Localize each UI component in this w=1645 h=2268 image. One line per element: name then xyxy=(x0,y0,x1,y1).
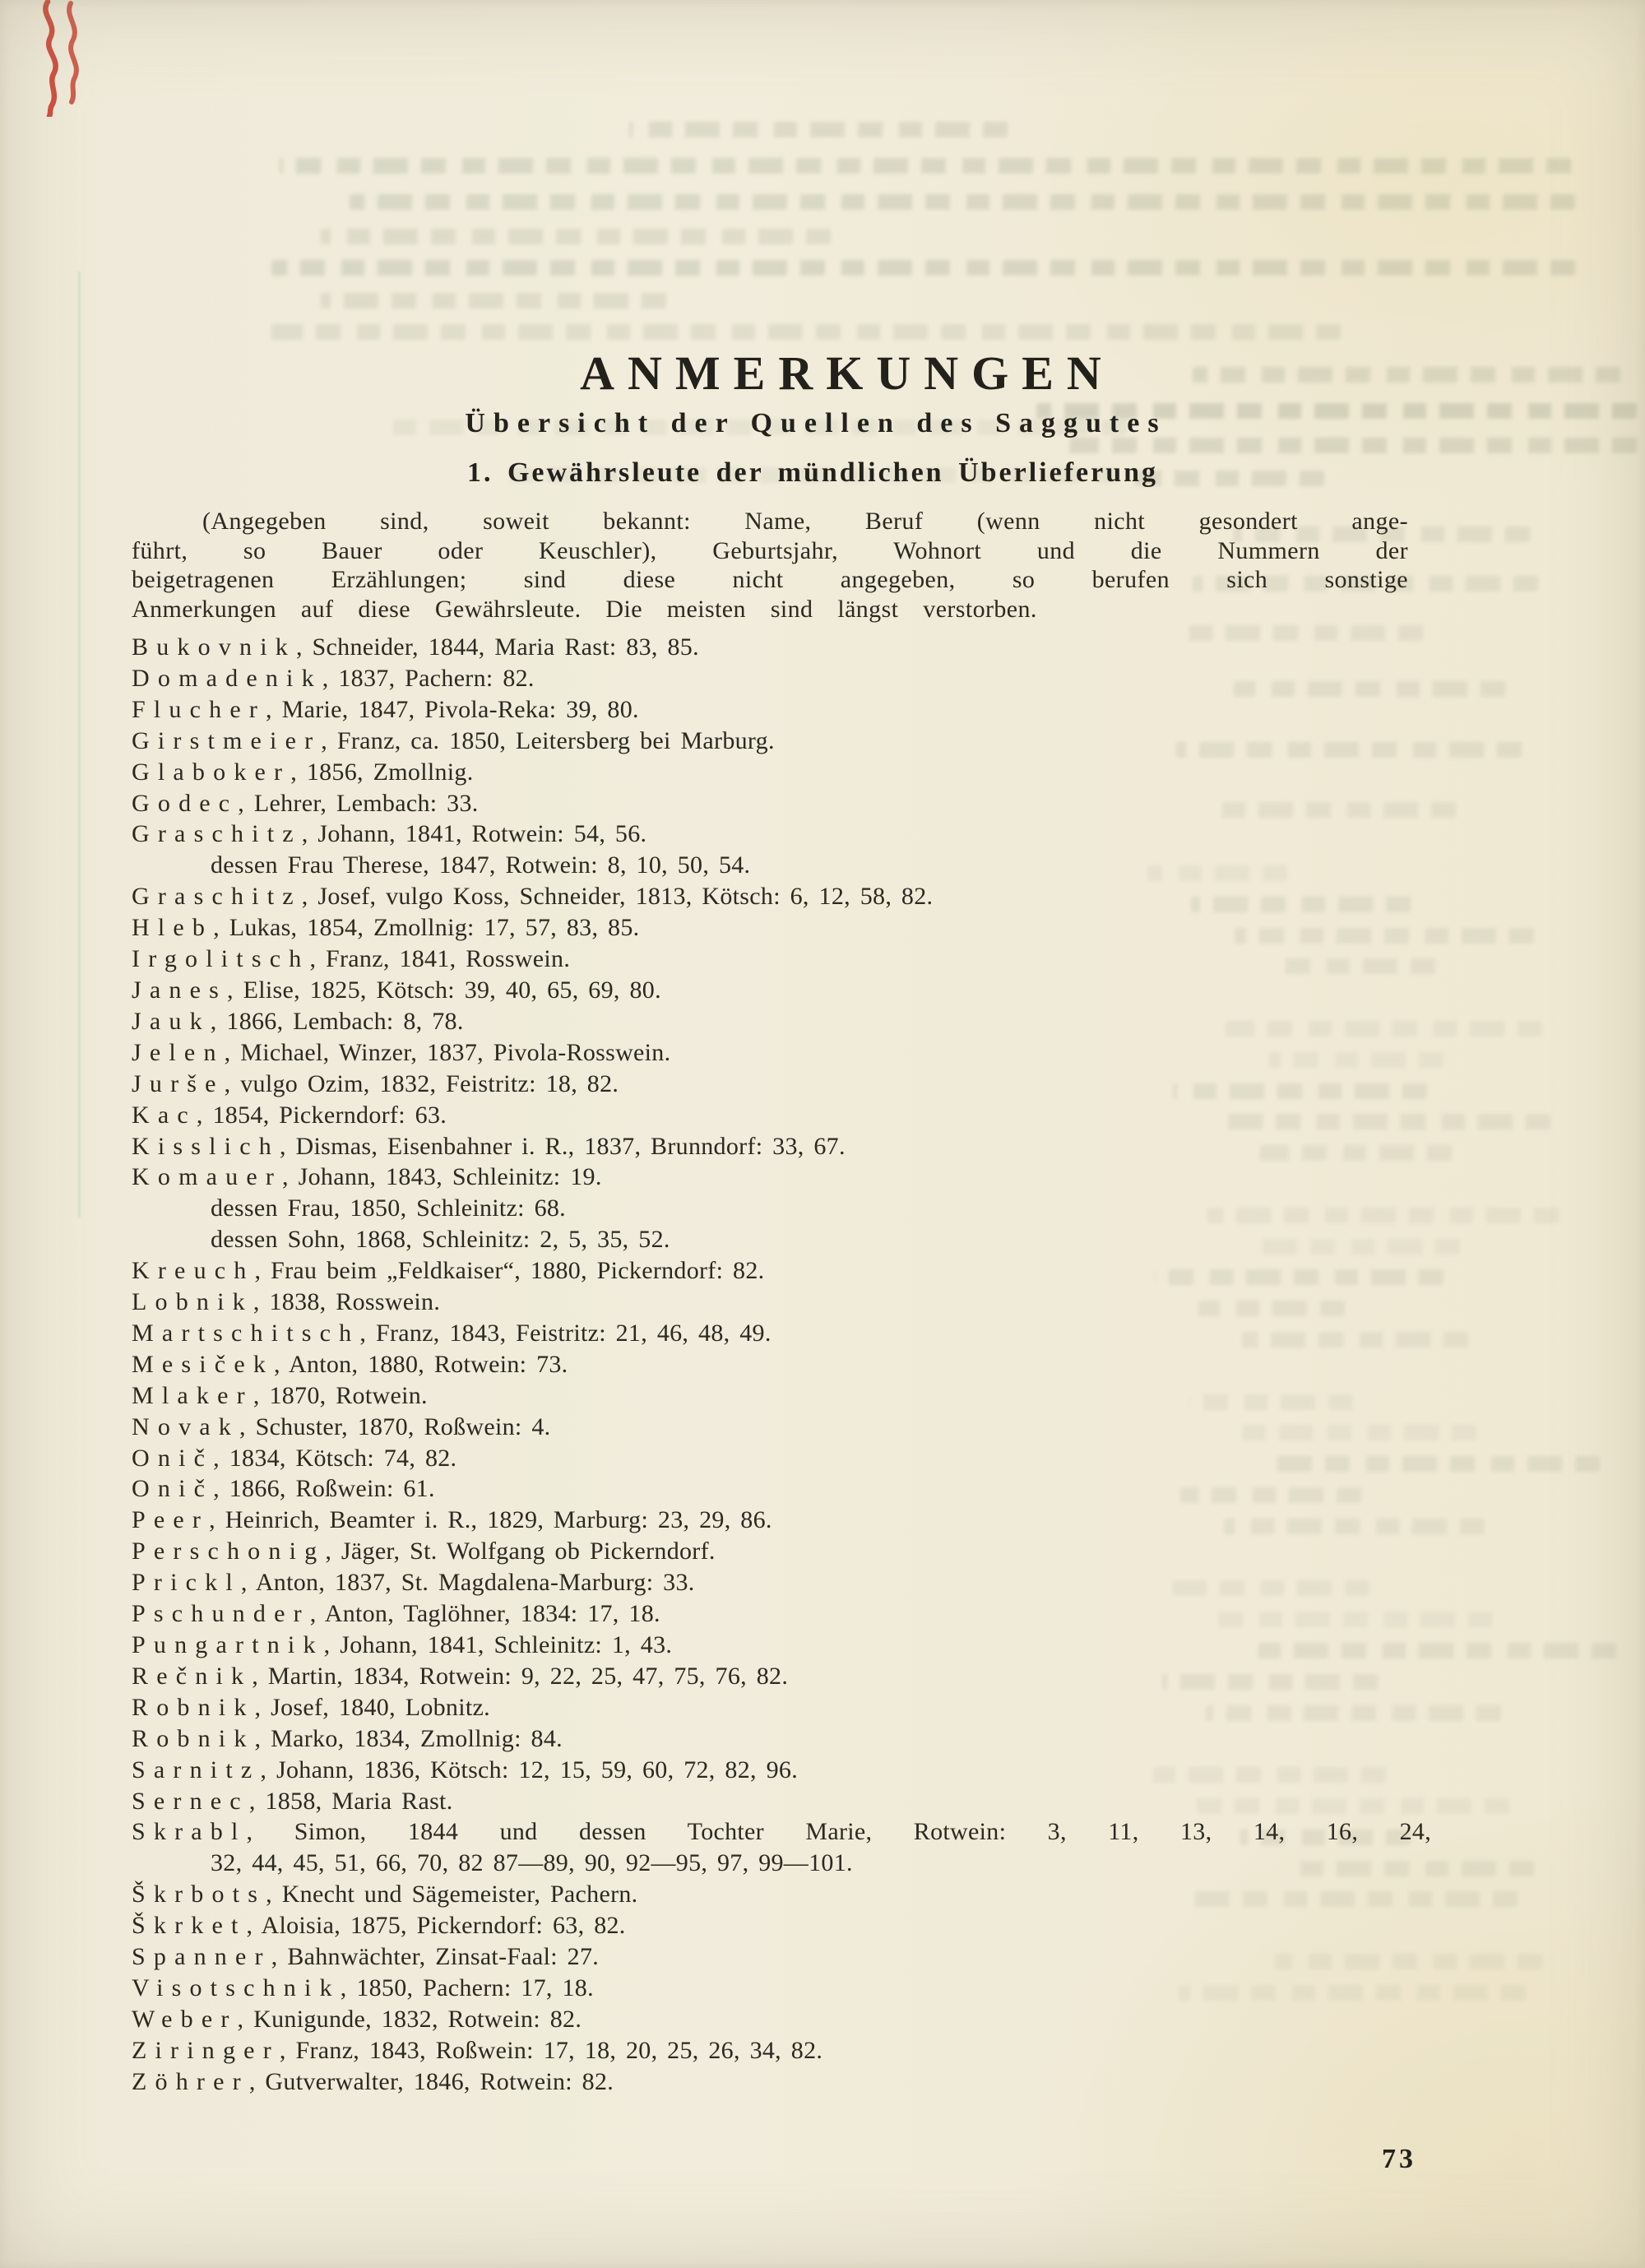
entry-details: , Heinrich, Beamter i. R., 1829, Marburg: 23, 29, 86. xyxy=(209,1506,772,1534)
entry-name: Janes xyxy=(132,976,227,1004)
entry-name: Robnik xyxy=(132,1693,255,1721)
entry-name: Spanner xyxy=(132,1943,271,1971)
entry-details: dessen Sohn, 1868, Schleinitz: 2, 5, 35, 52. xyxy=(211,1226,670,1254)
entry xyxy=(132,632,1456,663)
entry xyxy=(132,1006,1456,1037)
entry xyxy=(132,757,1456,788)
entry xyxy=(132,694,1456,726)
entry-details: , Josef, vulgo Koss, Schneider, 1813, Kötsch: 6, 12, 58, 82. xyxy=(301,883,934,911)
entry xyxy=(132,850,1456,881)
entry-name: Flucher xyxy=(132,695,266,723)
entry xyxy=(132,944,1456,975)
entry xyxy=(132,1069,1456,1100)
entry-details: , 1866, Lembach: 8, 78. xyxy=(210,1007,464,1035)
entry-details: , Anton, 1880, Rotwein: 73. xyxy=(274,1350,568,1378)
entry-name: Kac xyxy=(132,1101,197,1129)
entry-details: , Michael, Winzer, 1837, Pivola-Rosswein. xyxy=(224,1038,671,1066)
entry xyxy=(132,1193,1456,1224)
entry xyxy=(132,1287,1456,1318)
entry-name: Skrabl xyxy=(132,1818,247,1846)
entry-details: , Frau beim „Feldkaiser“, 1880, Pickerndorf: 82. xyxy=(254,1257,765,1285)
entry-details: , 1866, Roßwein: 61. xyxy=(213,1475,435,1503)
entry-name: Ziringer xyxy=(132,2036,280,2064)
entry xyxy=(132,2066,1456,2098)
entry-name: Pungartnik xyxy=(132,1631,324,1658)
intro-line: Anmerkungen auf diese Gewährsleute. Die meisten sind längst verstorben. xyxy=(132,595,1037,623)
entry-name: Sernec xyxy=(132,1787,249,1815)
entry-name: Sarnitz xyxy=(132,1755,261,1783)
red-pen-mark xyxy=(13,0,92,117)
entry xyxy=(132,726,1456,757)
entry xyxy=(132,1255,1456,1287)
entry-name: Jauk xyxy=(132,1007,211,1035)
entry-details: , Franz, ca. 1850, Leitersberg bei Marburg. xyxy=(321,726,775,754)
entry-details: , Johann, 1843, Schleinitz: 19. xyxy=(282,1163,602,1191)
entry xyxy=(132,975,1456,1006)
entry-name: Martschitsch xyxy=(132,1319,360,1347)
entry xyxy=(132,1723,1456,1755)
entry xyxy=(132,1412,1456,1443)
entry xyxy=(132,912,1456,944)
entry-details: , 1870, Rotwein. xyxy=(253,1381,428,1409)
entry-name: Komauer xyxy=(132,1163,283,1191)
entry xyxy=(132,1879,1456,1910)
intro-paragraph xyxy=(132,507,1408,624)
entry-details: , Franz, 1841, Rosswein. xyxy=(309,945,571,973)
entry-details: , Dismas, Eisenbahner i. R., 1837, Brunndorf: 33, 67. xyxy=(279,1132,846,1160)
entry xyxy=(132,1692,1456,1723)
entry-details: , 1834, Kötsch: 74, 82. xyxy=(213,1444,457,1472)
entry xyxy=(132,2035,1456,2066)
entry-name: Glaboker xyxy=(132,758,291,786)
entry-name: Hleb xyxy=(132,914,214,942)
bleedthrough-line xyxy=(629,122,1008,137)
entry xyxy=(132,881,1456,912)
entry-details: , Bahnwächter, Zinsat-Faal: 27. xyxy=(271,1943,600,1971)
entry xyxy=(132,1910,1456,1941)
entry-details: , Gutverwalter, 1846, Rotwein: 82. xyxy=(248,2067,614,2095)
bleedthrough-line xyxy=(271,324,1341,340)
entry xyxy=(132,1786,1456,1817)
entry-name: Onič xyxy=(132,1475,214,1503)
page-subtitle: Übersicht der Quellen des Saggutes xyxy=(465,408,1167,438)
entry-name: Graschitz xyxy=(132,820,302,848)
intro-line: (Angegeben sind, soweit bekannt: Name, Beruf (wenn nicht gesondert ange- xyxy=(202,508,1408,535)
entry-name: Perschonig xyxy=(132,1538,326,1565)
bleedthrough-line xyxy=(321,293,666,308)
entry-details: , 1838, Rosswein. xyxy=(253,1288,441,1316)
entry-name: Irgolitsch xyxy=(132,945,310,973)
entry xyxy=(132,1100,1456,1131)
entry-name: Mesiček xyxy=(132,1350,275,1378)
entry-details: , 1856, Zmollnig. xyxy=(290,758,474,786)
entry xyxy=(132,1162,1456,1193)
entry xyxy=(132,663,1456,694)
entry-details: , Anton, Taglöhner, 1834: 17, 18. xyxy=(309,1600,660,1628)
entry xyxy=(132,1941,1456,1973)
entry-name: Prickl xyxy=(132,1569,241,1597)
bleedthrough-line xyxy=(271,260,1575,276)
entry-details: , Jäger, St. Wolfgang ob Pickerndorf. xyxy=(325,1538,716,1565)
entry-name: Peer xyxy=(132,1506,210,1534)
intro-line: beigetragenen Erzählungen; sind diese nicht angegeben, so berufen sich sonstige xyxy=(132,566,1408,593)
entry-name: Domadenik xyxy=(132,664,322,692)
entry-details: , 1854, Pickerndorf: 63. xyxy=(196,1101,447,1129)
entry xyxy=(132,1630,1456,1661)
entry-name: Girstmeier xyxy=(132,726,322,754)
entry xyxy=(132,1131,1456,1162)
entry-details: , Schneider, 1844, Maria Rast: 83, 85. xyxy=(295,633,699,661)
entry xyxy=(132,1505,1456,1536)
entry-name: Visotschnik xyxy=(132,1973,341,2001)
entry-details: , 1837, Pachern: 82. xyxy=(322,664,535,692)
entry-name: Pschunder xyxy=(132,1600,310,1628)
entries-list xyxy=(132,632,1456,2098)
entry-details: , Lehrer, Lembach: 33. xyxy=(238,789,479,817)
entry xyxy=(132,1037,1456,1069)
entry-name: Weber xyxy=(132,2005,238,2033)
entry-name: Škrbots xyxy=(132,1881,266,1909)
entry xyxy=(132,1380,1456,1412)
entry-name: Lobnik xyxy=(132,1288,253,1316)
entry-details-continued: 32, 44, 45, 51, 66, 70, 82 87—89, 90, 92—95, 97, 99—101. xyxy=(211,1849,853,1877)
entry-details: , 1850, Pachern: 17, 18. xyxy=(340,1973,594,2001)
entry xyxy=(132,1443,1456,1474)
entry xyxy=(132,1973,1456,2004)
entry-details: , Johann, 1841, Schleinitz: 1, 43. xyxy=(323,1631,673,1658)
entry xyxy=(132,1318,1456,1349)
entry-details: , Aloisia, 1875, Pickerndorf: 63, 82. xyxy=(246,1912,626,1940)
entry-name: Graschitz xyxy=(132,883,302,911)
bleedthrough-line xyxy=(1069,438,1637,453)
entry-details: , Marko, 1834, Zmollnig: 84. xyxy=(254,1724,563,1752)
entry-name: Mlaker xyxy=(132,1381,253,1409)
entry xyxy=(132,1536,1456,1567)
bleedthrough-line xyxy=(350,194,1575,210)
entry-details: , Martin, 1834, Rotwein: 9, 22, 25, 47, 75, 76, 82. xyxy=(252,1662,789,1690)
entry-name: Robnik xyxy=(132,1724,255,1752)
entry-details: , Lukas, 1854, Zmollnig: 17, 57, 83, 85. xyxy=(213,914,640,942)
page-title: ANMERKUNGEN xyxy=(580,346,1114,400)
entry-name: Jurše xyxy=(132,1069,225,1097)
bleedthrough-line xyxy=(280,158,1571,174)
entry-details: , Anton, 1837, St. Magdalena-Marburg: 33. xyxy=(240,1569,695,1597)
section-heading: 1. Gewährsleute der mündlichen Überlieferung xyxy=(466,457,1159,488)
entry-name: Zöhrer xyxy=(132,2067,249,2095)
entry-name: Bukovnik xyxy=(132,633,296,661)
entry xyxy=(132,1473,1456,1505)
entry-name: Škrket xyxy=(132,1912,247,1940)
entry xyxy=(132,1598,1456,1630)
intro-line: führt, so Bauer oder Keuschler), Geburtsjahr, Wohnort und die Nummern der xyxy=(132,536,1408,564)
entry-name: Godec xyxy=(132,789,239,817)
entry xyxy=(132,788,1456,819)
entry-details: dessen Frau, 1850, Schleinitz: 68. xyxy=(211,1194,566,1222)
entry-name: Rečnik xyxy=(132,1662,253,1690)
entry-details: , Franz, 1843, Roßwein: 17, 18, 20, 25, 26, 34, 82. xyxy=(279,2036,823,2064)
entry xyxy=(132,1816,1456,1879)
entry-name: Kisslich xyxy=(132,1132,280,1160)
entry-details: , Schuster, 1870, Roßwein: 4. xyxy=(239,1412,551,1440)
entry-details: dessen Frau Therese, 1847, Rotwein: 8, 10, 50, 54. xyxy=(211,851,751,879)
bleedthrough-line xyxy=(321,229,831,244)
entry xyxy=(132,1224,1456,1255)
entry-details: , vulgo Ozim, 1832, Feistritz: 18, 82. xyxy=(224,1069,619,1097)
entry-details: , Knecht und Sägemeister, Pachern. xyxy=(266,1881,638,1909)
entry xyxy=(132,1567,1456,1598)
entry-details: , Josef, 1840, Lobnitz. xyxy=(254,1693,490,1721)
entry-details: , Elise, 1825, Kötsch: 39, 40, 65, 69, 80. xyxy=(226,976,661,1004)
entry xyxy=(132,1349,1456,1380)
entry-details: , Kunigunde, 1832, Rotwein: 82. xyxy=(237,2005,582,2033)
entry-details: , Franz, 1843, Feistritz: 21, 46, 48, 49. xyxy=(359,1319,772,1347)
entry xyxy=(132,819,1456,850)
entry-name: Onič xyxy=(132,1444,214,1472)
entry-details: , Johann, 1841, Rotwein: 54, 56. xyxy=(301,820,647,848)
entry xyxy=(132,1755,1456,1786)
entry-name: Novak xyxy=(132,1412,239,1440)
entry-details: , Johann, 1836, Kötsch: 12, 15, 59, 60, 72, 82, 96. xyxy=(260,1755,799,1783)
entry-name: Kreuch xyxy=(132,1257,255,1285)
entry xyxy=(132,2004,1456,2035)
page-number: 73 xyxy=(1382,2144,1416,2174)
entry-details: , 1858, Maria Rast. xyxy=(248,1787,453,1815)
entry-details: , Marie, 1847, Pivola-Reka: 39, 80. xyxy=(266,695,639,723)
entry xyxy=(132,1661,1456,1692)
entry-name: Jelen xyxy=(132,1038,225,1066)
entry-details: , Simon, 1844 und dessen Tochter Marie, Rotwein: 3, 11, 13, 14, 16, 24, xyxy=(246,1818,1431,1846)
